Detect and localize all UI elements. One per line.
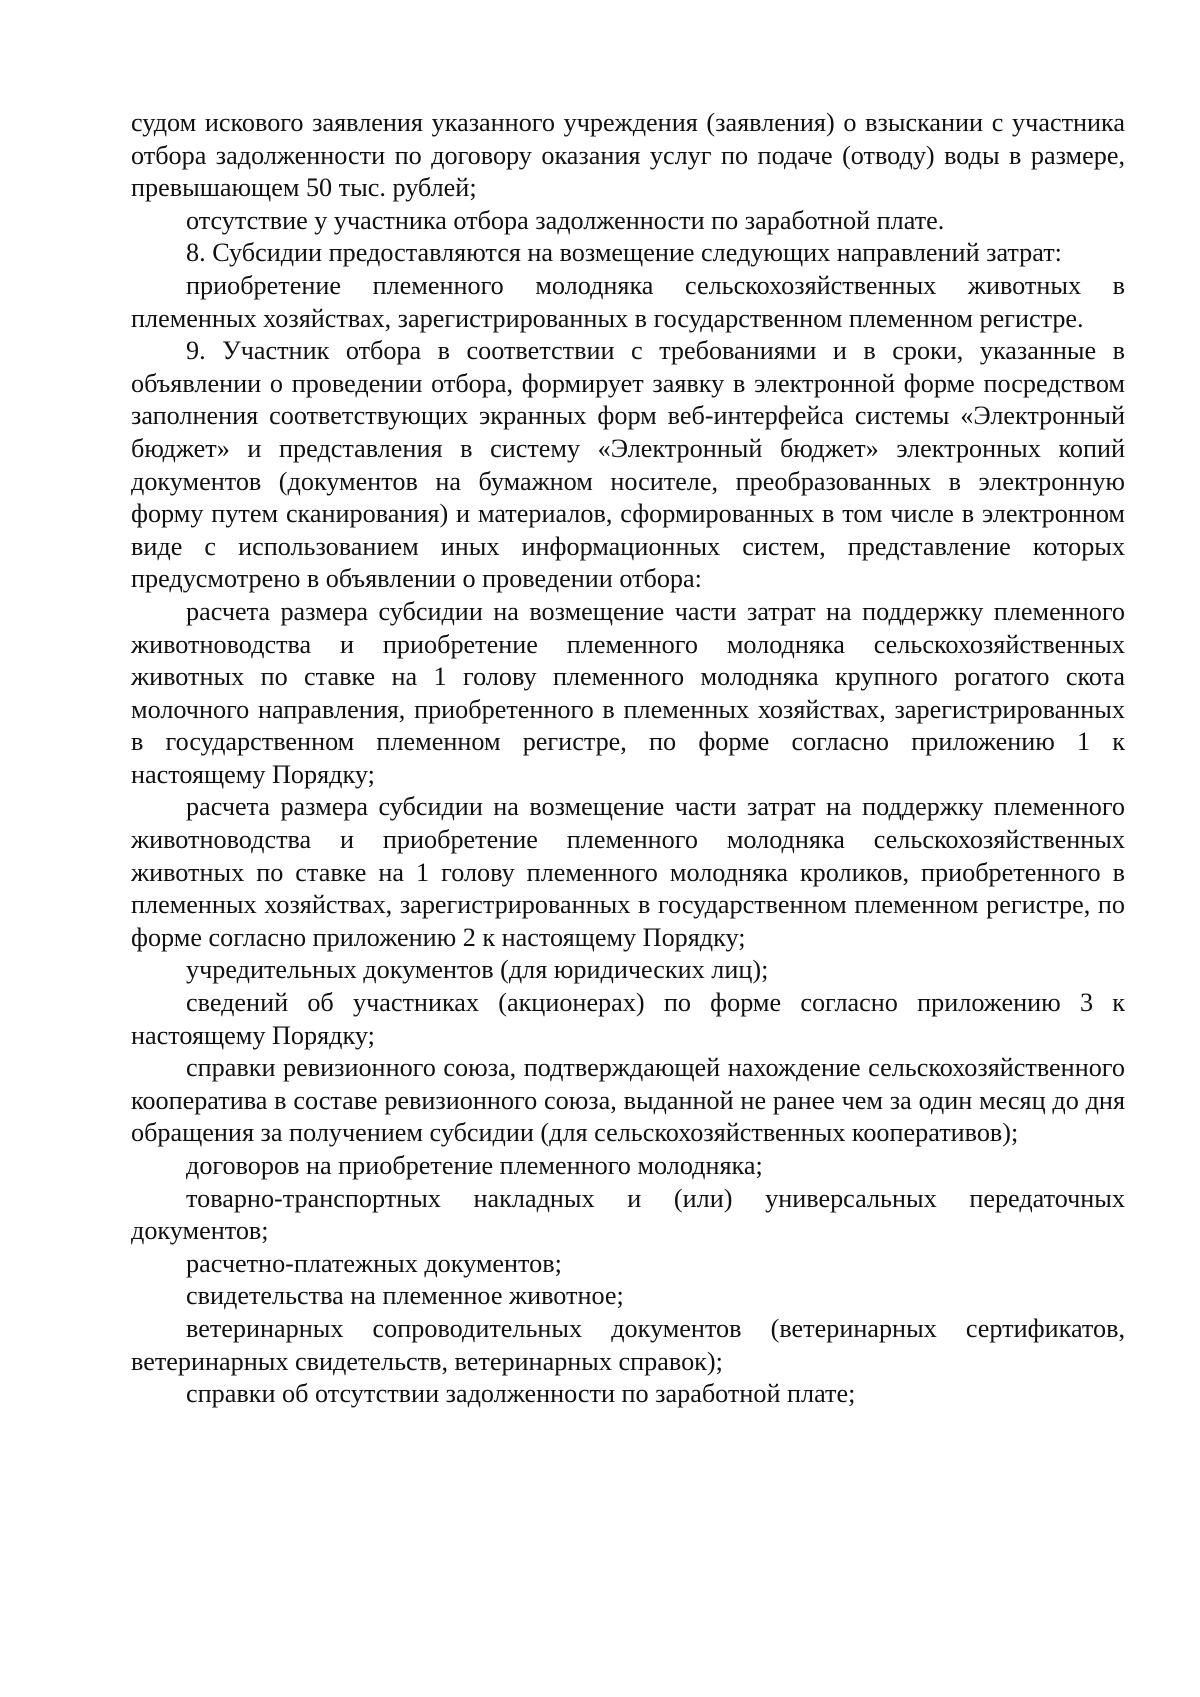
paragraph-purchase-breeding-stock: приобретение племенного молодняка сельскохозяйственных животных в племенных хозяйствах, зарегистрированных в государственном племенном регистре.	[131, 270, 1125, 333]
paragraph-item-8: 8. Субсидии предоставляются на возмещение следующих направлений затрат:	[186, 238, 1062, 268]
paragraph-item-9: 9. Участник отбора в соответствии с требованиями и в сроки, указанные в объявлении о проведении отбора, формирует заявку в электронной форме посредством заполнения соответствующих экранных форм веб-интерфейса системы «Электронный бюджет» и представления в систему «Электронный бюджет» электронных копий документов (документов на бумажном носителе, преобразованных в электронную форму путем сканирования) и материалов, сформированных в том числе в электронном виде с использованием иных информационных систем, представление которых предусмотрено в объявлении о проведении отбора:	[131, 336, 1125, 594]
document-page	[131, 107, 1125, 1411]
paragraph-founding-docs: учредительных документов (для юридических лиц);	[186, 955, 769, 985]
paragraph-continuation: судом искового заявления указанного учреждения (заявления) о взыскании с участника отбора задолженности по договору оказания услуг по подаче (отводу) воды в размере, превышающем 50 тыс. рублей;	[131, 108, 1125, 203]
paragraph-audit-union-cert: справки ревизионного союза, подтверждающей нахождение сельскохозяйственного кооператива в составе ревизионного союза, выданной не ранее чем за один месяц до дня обращения за получением субсидии (для сельскохозяйственных кооперативов);	[131, 1053, 1125, 1148]
paragraph-no-wage-debt: отсутствие у участника отбора задолженности по заработной плате.	[186, 205, 945, 235]
paragraph-payment-docs: расчетно-платежных документов;	[186, 1248, 562, 1278]
paragraph-purchase-contracts: договоров на приобретение племенного молодняка;	[186, 1151, 763, 1180]
paragraph-waybills: товарно-транспортных накладных и (или) универсальных передаточных документов;	[131, 1183, 1125, 1246]
paragraph-shareholders-info: сведений об участниках (акционерах) по форме согласно приложению 3 к настоящему Порядку;	[131, 988, 1125, 1050]
paragraph-breeding-certificate: свидетельства на племенное животное;	[186, 1281, 624, 1311]
paragraph-veterinary-docs: ветеринарных сопроводительных документов (ветеринарных сертификатов, ветеринарных свидетельств, ветеринарных справок);	[131, 1313, 1125, 1376]
paragraph-calc-rabbits: расчета размера субсидии на возмещение части затрат на поддержку племенного животноводства и приобретение племенного молодняка сельскохозяйственных животных по ставке на 1 голову племенного молодняка кроликов, приобретенного в племенных хозяйствах, зарегистрированных в государственном племенном регистре, по форме согласно приложению 2 к настоящему Порядку;	[131, 792, 1125, 952]
paragraph-calc-cattle: расчета размера субсидии на возмещение части затрат на поддержку племенного животноводства и приобретение племенного молодняка сельскохозяйственных животных по ставке на 1 голову племенного молодняка крупного рогатого скота молочного направления, приобретенного в племенных хозяйствах, зарегистрированных в государственном племенном регистре, по форме согласно приложению 1 к настоящему Порядку;	[131, 596, 1125, 789]
paragraph-wage-debt-cert: справки об отсутствии задолженности по заработной плате;	[186, 1379, 856, 1409]
